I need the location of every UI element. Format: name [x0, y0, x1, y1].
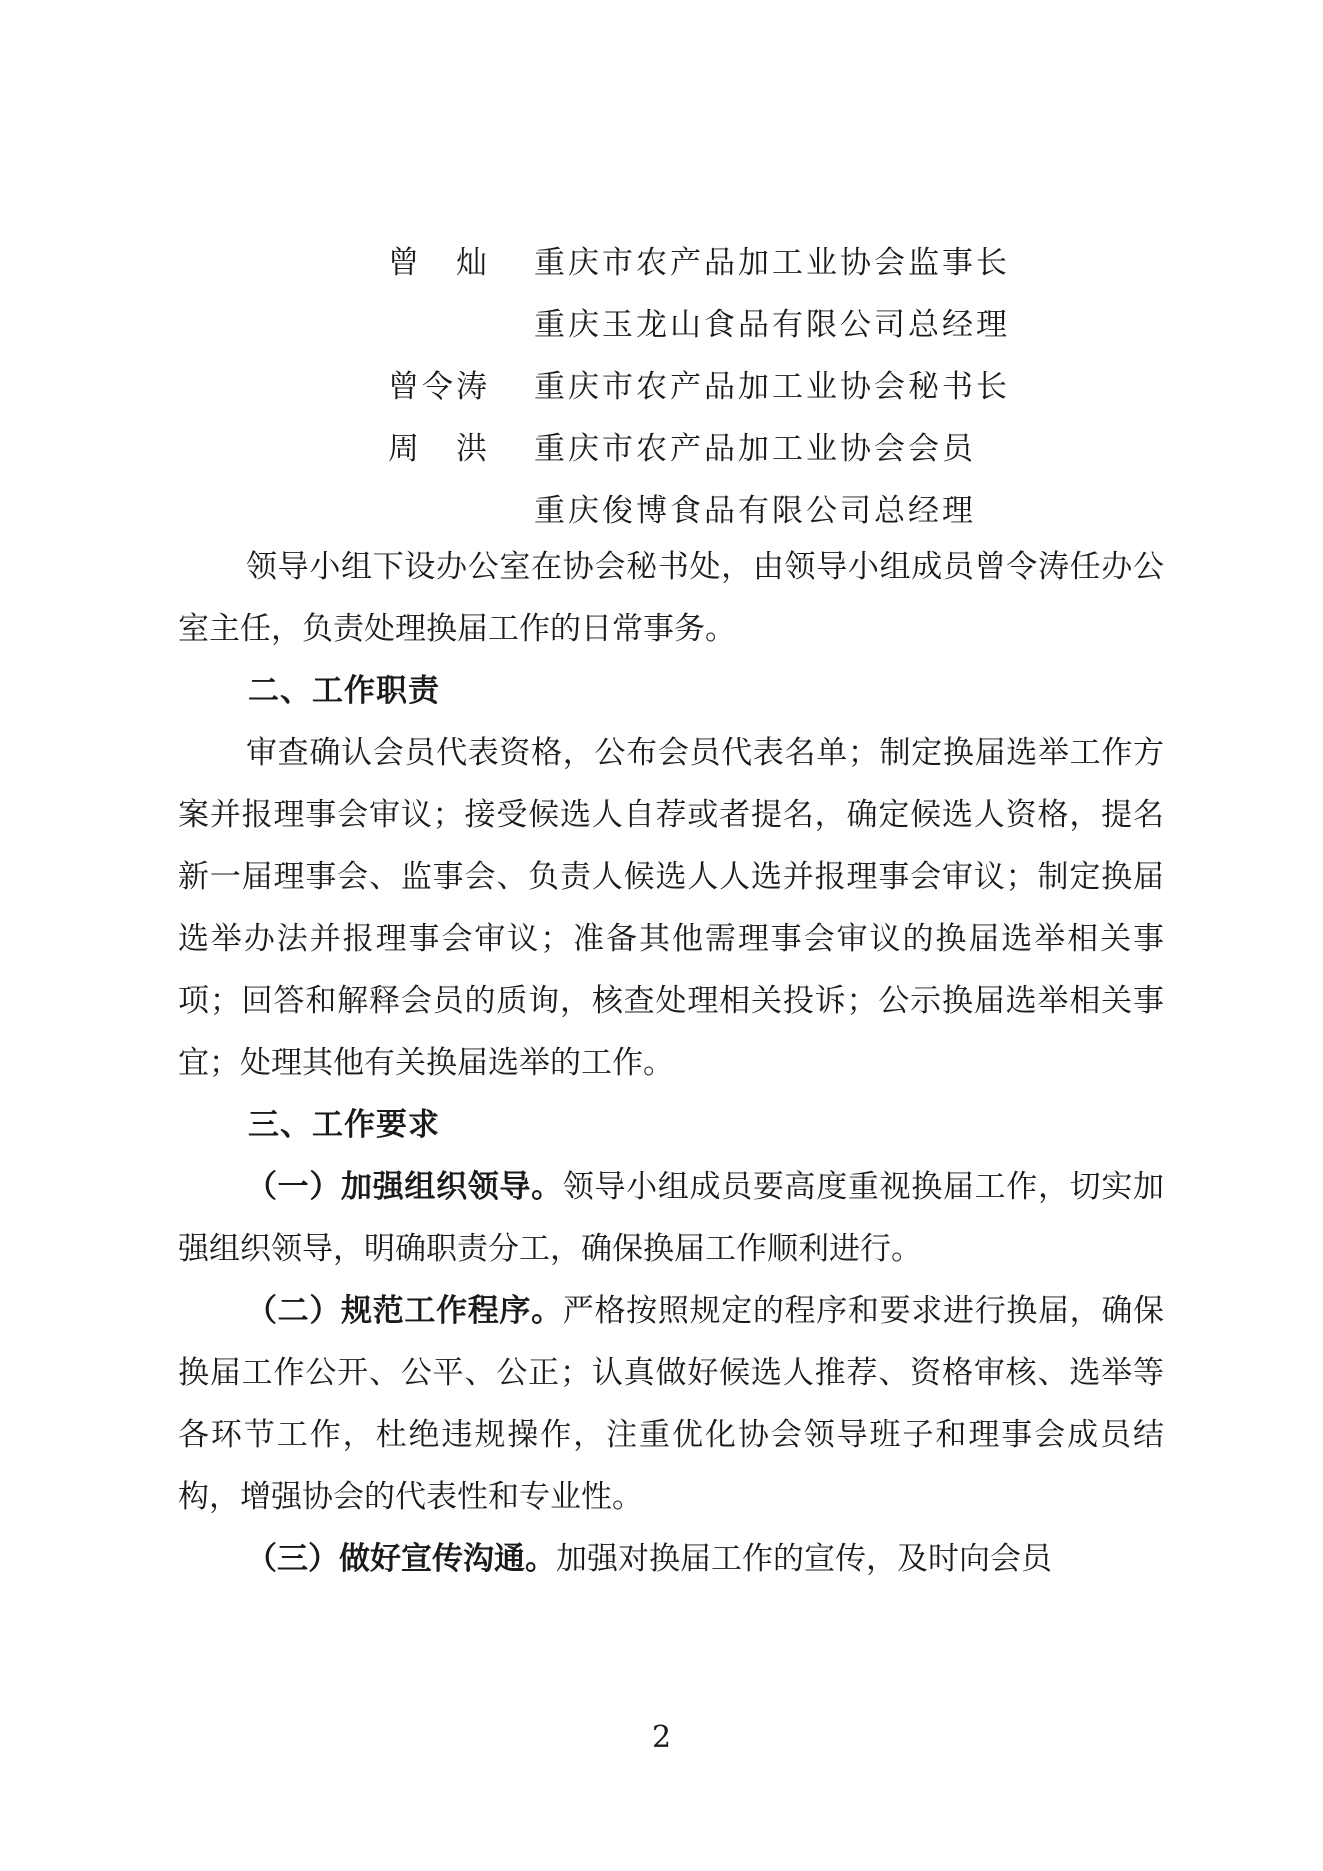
- requirement-lead: （一）加强组织领导。: [246, 1169, 563, 1205]
- member-name: 曾 灿: [388, 244, 490, 281]
- requirement-lead: （三）做好宣传沟通。: [246, 1541, 556, 1577]
- member-title: 重庆俊博食品有限公司总经理: [534, 492, 976, 529]
- member-title: 重庆玉龙山食品有限公司总经理: [534, 306, 1010, 343]
- member-name: 周 洪: [388, 430, 490, 467]
- requirement-lead: （二）规范工作程序。: [246, 1293, 563, 1329]
- member-name: 曾令涛: [388, 368, 490, 405]
- member-row: [388, 476, 1088, 538]
- leadership-member-list: [388, 228, 1088, 538]
- duties-paragraph: 审查确认会员代表资格，公布会员代表名单；制定换届选举工作方案并报理事会审议；接受候选人自荐或者提名，确定候选人资格，提名新一届理事会、监事会、负责人候选人人选并报理事会审议；制定换届选举办法并报理事会审议；准备其他需理事会审议的换届选举相关事项；回答和解释会员的质询，核查处理相关投诉；公示换届选举相关事宜；处理其他有关换届选举的工作。: [178, 735, 1164, 1081]
- member-row: [388, 414, 1088, 476]
- requirement-paragraph: [178, 1156, 1164, 1280]
- page-number: 2: [651, 1720, 672, 1755]
- section-heading-requirements: 三、工作要求: [248, 1107, 440, 1143]
- requirement-text: 加强对换届工作的宣传，及时向会员: [556, 1541, 1052, 1577]
- requirement-paragraph: [178, 1280, 1164, 1528]
- requirement-text: 严格按照规定的程序和要求进行换届，确保换届工作公开、公平、公正；认真做好候选人推荐、资格审核、选举等各环节工作，杜绝违规操作，注重优化协会领导班子和理事会成员结构，增强协会的代表性和专业性。: [178, 1293, 1165, 1515]
- office-paragraph: 领导小组下设办公室在协会秘书处，由领导小组成员曾令涛任办公室主任，负责处理换届工作的日常事务。: [178, 549, 1164, 647]
- document-body: [178, 536, 1164, 1590]
- member-title: 重庆市农产品加工业协会监事长: [534, 244, 1010, 281]
- member-row: [388, 228, 1088, 290]
- member-row: [388, 352, 1088, 414]
- requirement-text: 领导小组成员要高度重视换届工作，切实加强组织领导，明确职责分工，确保换届工作顺利进行。: [178, 1169, 1165, 1267]
- section-heading-duties: 二、工作职责: [248, 673, 440, 709]
- requirement-paragraph: [178, 1528, 1164, 1590]
- member-title: 重庆市农产品加工业协会秘书长: [534, 368, 1010, 405]
- member-row: [388, 290, 1088, 352]
- member-title: 重庆市农产品加工业协会会员: [534, 430, 976, 467]
